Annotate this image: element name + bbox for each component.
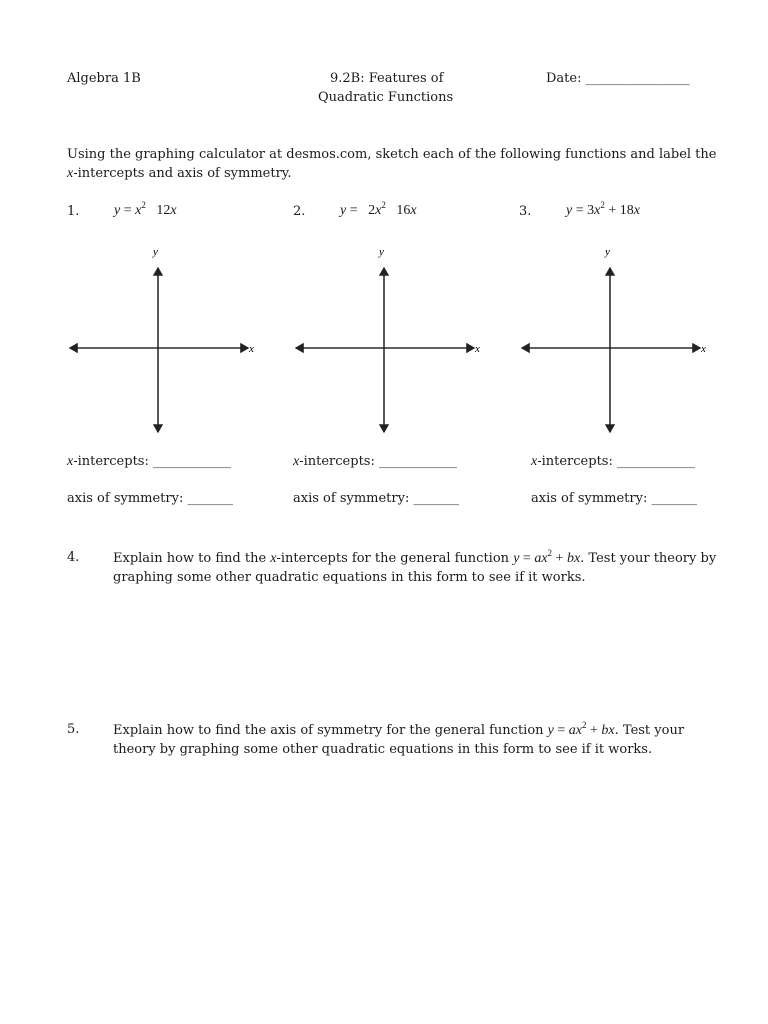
q5-text-a: Explain how to find the axis of symmetry for the general function [113,723,548,738]
eq-var: x [170,203,177,218]
instructions-line2 [67,164,717,183]
problem-3-intercepts-blank[interactable] [531,454,695,470]
problem-2-coordinate-axes[interactable] [292,242,492,434]
course-name: Algebra 1B [67,71,141,86]
q4-general-equation [513,548,581,566]
question-4-line1 [113,549,723,568]
q5-text-c: . Test your [614,723,685,738]
problem-2-number: 2. [293,204,306,219]
x-var: x [67,454,74,469]
eq-equals: = [120,203,136,218]
eq-term: + 18 [604,203,634,218]
question-5-number: 5. [67,722,80,737]
eq-y: y [547,723,554,738]
eq-ax: ax [534,551,548,566]
eq-equals: = [346,203,369,218]
question-4-line2: graphing some other quadratic equations in this form to see if it works. [113,570,586,585]
eq-term: 12 [145,203,171,218]
intercepts-label: -intercepts: ____________ [537,454,695,469]
y-axis-label: y [153,246,158,258]
eq-exponent: 2 [141,200,146,210]
eq-plus: + [552,551,567,566]
eq-plus: + [586,723,602,738]
eq-exponent: 2 [381,200,386,210]
problem-1-coordinate-axes[interactable] [66,242,266,434]
eq-coef: 3 [587,203,595,218]
q4-text-b: -intercepts for the general function [276,551,514,566]
eq-exponent: 2 [547,548,553,558]
y-axis-label: y [605,246,610,258]
date-field: Date: ________________ [546,71,690,86]
eq-var: x [375,203,382,218]
eq-equals: = [572,203,588,218]
x-axis-label: x [249,343,254,355]
eq-ax: ax [568,723,583,738]
intercepts-label: -intercepts: ____________ [73,454,231,469]
eq-exponent: 2 [582,720,587,730]
x-axis-label: x [475,343,480,355]
worksheet-title-line1: 9.2B: Features of [330,71,444,86]
intercepts-label: -intercepts: ____________ [299,454,457,469]
eq-equals: = [519,551,535,566]
q4-var: x [270,551,277,566]
eq-var: x [410,203,417,218]
instructions [67,145,717,183]
eq-bx: bx [601,723,615,738]
x-var: x [293,454,300,469]
problem-2-equation [340,200,417,219]
problem-1-intercepts-blank[interactable] [67,454,231,470]
question-5-line1 [113,721,723,740]
problem-1-symmetry-blank[interactable]: axis of symmetry: _______ [67,491,233,506]
x-axis-label: x [701,343,706,355]
question-4-number: 4. [67,550,80,565]
eq-var: x [633,203,640,218]
eq-y: y [114,203,121,218]
eq-exponent: 2 [600,200,605,210]
problem-3-coordinate-axes[interactable] [518,242,718,434]
eq-y: y [566,203,573,218]
problem-3-symmetry-blank[interactable]: axis of symmetry: _______ [531,491,697,506]
instructions-line1: Using the graphing calculator at desmos.com, sketch each of the following functions and label the [67,147,717,162]
problem-2-symmetry-blank[interactable]: axis of symmetry: _______ [293,491,459,506]
eq-y: y [340,203,347,218]
eq-var: x [135,203,142,218]
eq-var: x [594,203,601,218]
q4-text-a: Explain how to find the [113,551,271,566]
q4-text-c: . Test your theory by [580,551,717,566]
problem-1-number: 1. [67,204,80,219]
eq-equals: = [553,723,569,738]
eq-bx: bx [566,551,581,566]
question-5-text [113,721,723,759]
y-axis-label: y [379,246,384,258]
x-var: x [531,454,538,469]
eq-term: 16 [385,203,411,218]
instructions-var: x [67,166,74,181]
eq-coef: 2 [368,203,376,218]
instructions-line2-text: -intercepts and axis of symmetry. [73,166,292,181]
problem-3-number: 3. [519,204,532,219]
q5-general-equation [547,720,615,738]
eq-y: y [513,551,520,566]
worksheet-title-line2: Quadratic Functions [318,90,454,105]
question-5-line2: theory by graphing some other quadratic equations in this form to see if it works. [113,742,653,757]
problem-1-equation [114,200,177,219]
problem-2-intercepts-blank[interactable] [293,454,457,470]
question-4-text [113,549,723,587]
problem-3-equation [566,200,640,219]
